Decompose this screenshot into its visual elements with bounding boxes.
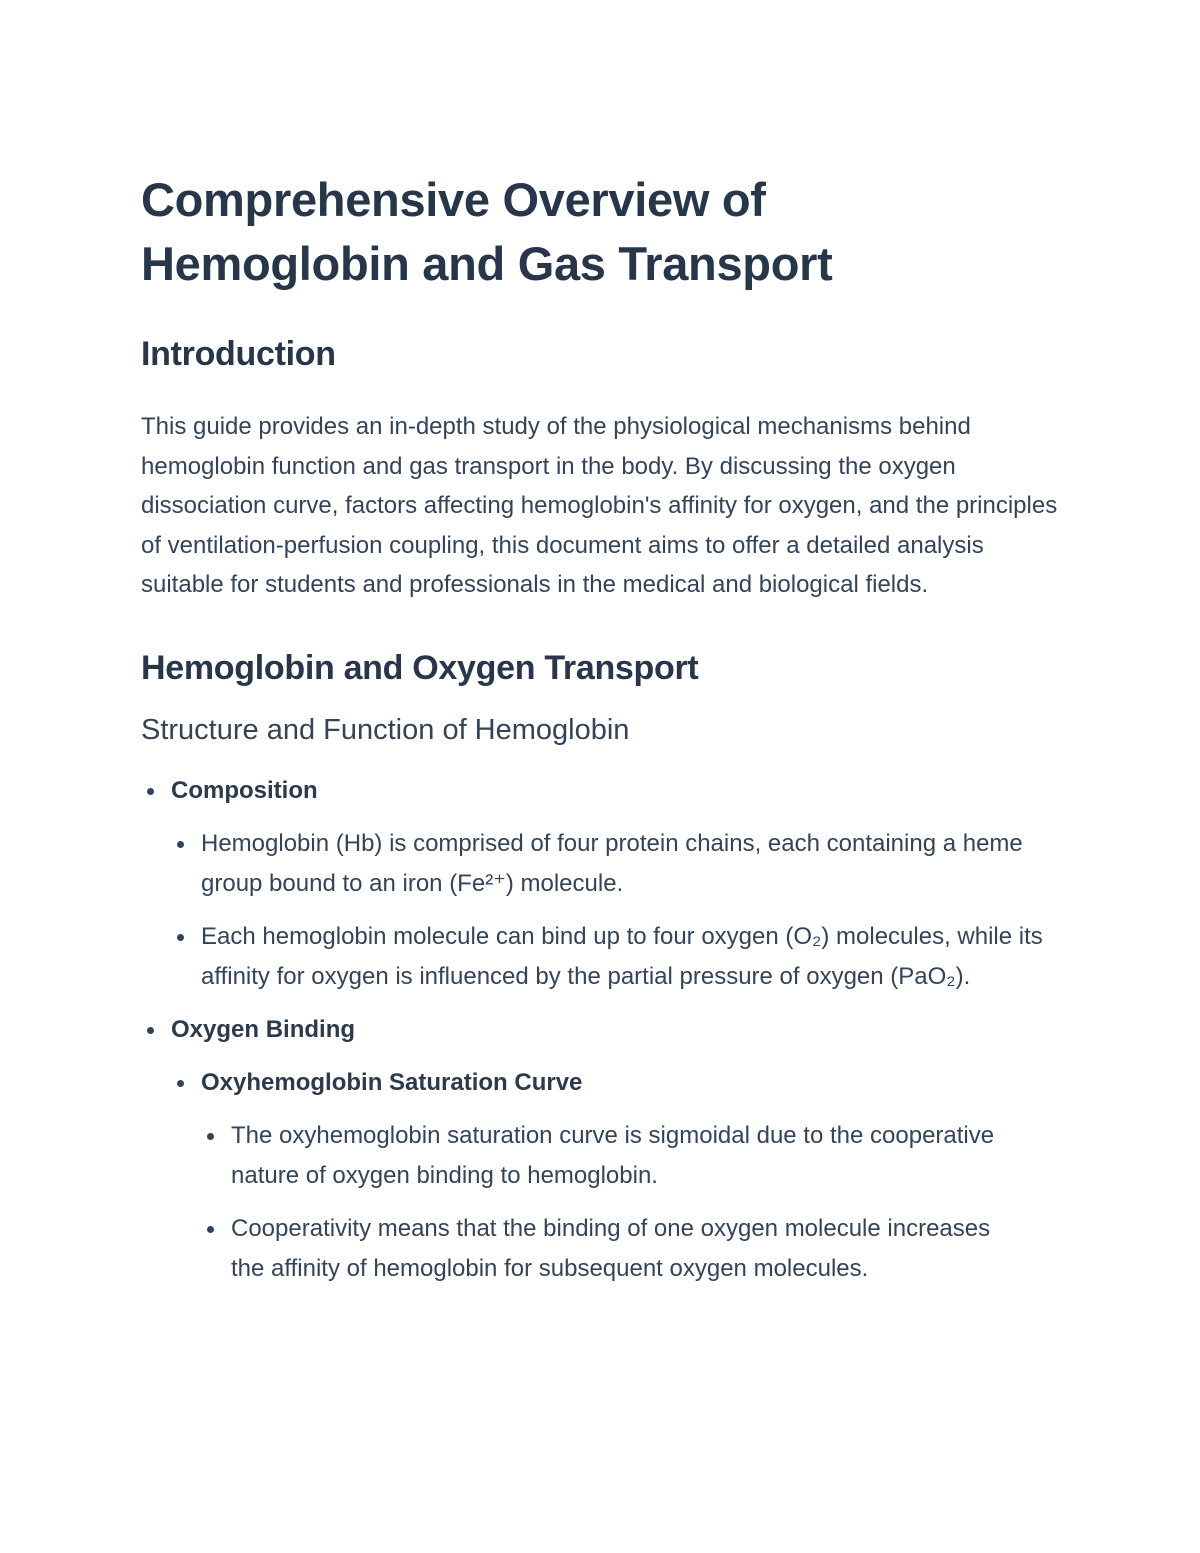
saturation-curve-label: Oxyhemoglobin Saturation Curve [201,1068,583,1096]
saturation-curve-item-1: The oxyhemoglobin saturation curve is sigmoidal due to the cooperative nature of oxygen binding to hemoglobin. [231,1121,995,1189]
document-title: Comprehensive Overview of Hemoglobin and Gas Transport [141,173,833,290]
list-item [201,917,1060,997]
introduction-heading: Introduction [141,335,336,373]
list-item [201,824,1060,904]
list-item [231,1209,1060,1289]
composition-item-1: Hemoglobin (Hb) is comprised of four protein chains, each containing a heme group bound to an iron (Fe²⁺) molecule. [201,829,1023,897]
saturation-curve-item-2: Cooperativity means that the binding of one oxygen molecule increases the affinity of hemoglobin for subsequent oxygen molecules. [231,1214,991,1282]
composition-item-2: Each hemoglobin molecule can bind up to four oxygen (O₂) molecules, while its affinity for oxygen is influenced by the partial pressure of oxygen (PaO₂). [201,922,1043,990]
section-heading: Hemoglobin and Oxygen Transport [141,648,699,687]
section-subheading: Structure and Function of Hemoglobin [141,713,630,746]
composition-sublist [171,824,1060,997]
introduction-paragraph: This guide provides an in-depth study of the physiological mechanisms behind hemoglobin function and gas transport in the body. By discussing the oxygen dissociation curve, factors affecting hemoglobin's affinity for oxygen, and the principles of ventilation-perfusion coupling, this document aims to offer a detailed analysis suitable for students and professionals in the medical and biological fields. [141,413,1058,599]
list-item-saturation-curve [201,1063,1060,1289]
saturation-curve-sublist [201,1116,1060,1289]
list-item [231,1116,1060,1196]
oxygen-binding-label: Oxygen Binding [171,1015,356,1043]
list-item-oxygen-binding [171,1010,1060,1289]
list-item-composition [171,771,1060,997]
composition-label: Composition [171,776,318,804]
oxygen-binding-sublist [171,1063,1060,1289]
main-bullet-list [141,771,1060,1289]
